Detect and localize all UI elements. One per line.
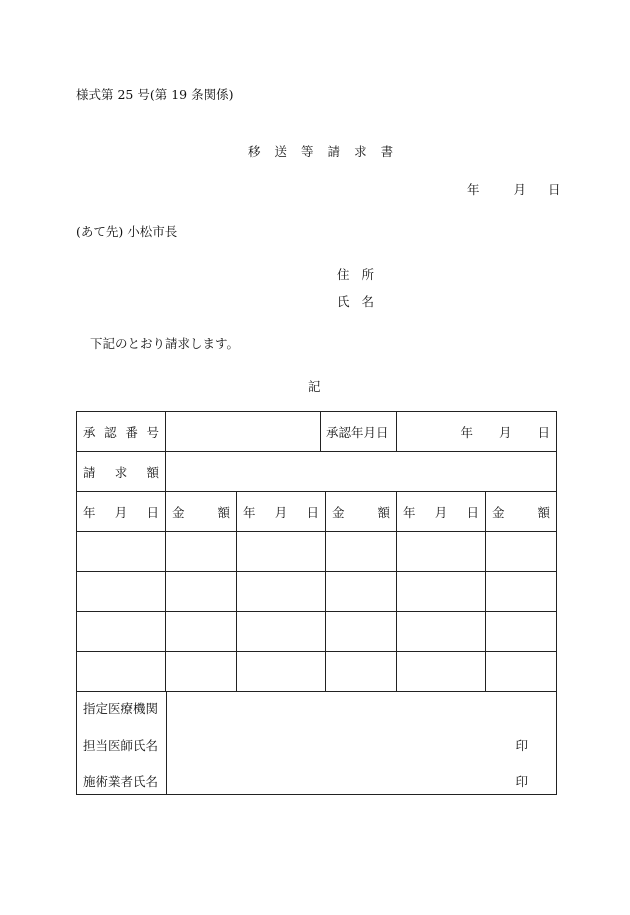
col-amount-header: 金 額	[326, 492, 397, 532]
provider-fields[interactable]	[167, 692, 556, 794]
entry-row	[77, 572, 557, 612]
column-header-row	[77, 492, 557, 532]
statement: 下記のとおり請求します。	[90, 336, 240, 351]
approval-number-field[interactable]	[166, 412, 397, 452]
entry-date-cell[interactable]	[77, 652, 166, 692]
entry-date-cell[interactable]	[77, 572, 166, 612]
col-date-header: 年 月 日	[77, 492, 166, 532]
entry-date-cell[interactable]	[77, 532, 166, 572]
entry-date-cell[interactable]	[397, 572, 486, 612]
claim-table	[76, 411, 557, 795]
entry-date-cell[interactable]	[237, 532, 326, 572]
entry-amount-cell[interactable]	[166, 612, 237, 652]
doctor-seal: 印	[515, 738, 529, 753]
addressee: (あて先) 小松市長	[76, 224, 178, 239]
col-amount-header: 金 額	[166, 492, 237, 532]
applicant-address-label: 住 所	[337, 267, 375, 282]
entry-amount-cell[interactable]	[326, 532, 397, 572]
document-title: 移 送 等 請 求 書	[248, 144, 394, 159]
col-amount-header: 金 額	[486, 492, 557, 532]
applicant-name-label: 氏 名	[337, 294, 375, 309]
entry-row	[77, 652, 557, 692]
entry-amount-cell[interactable]	[326, 652, 397, 692]
provider-block	[77, 692, 557, 795]
entry-amount-cell[interactable]	[166, 572, 237, 612]
ki-heading: 記	[308, 379, 321, 394]
form-number: 様式第 25 号(第 19 条関係)	[76, 87, 234, 102]
col-date-header: 年 月 日	[397, 492, 486, 532]
request-date: 年 月 日	[467, 182, 561, 197]
entry-date-cell[interactable]	[77, 612, 166, 652]
doctor-name-label: 担当医師氏名	[83, 738, 159, 753]
entry-date-cell[interactable]	[237, 572, 326, 612]
claim-amount-label: 請 求 額	[77, 452, 166, 492]
entry-date-cell[interactable]	[237, 652, 326, 692]
approval-date-field[interactable]: 年 月 日	[397, 412, 557, 452]
entry-amount-cell[interactable]	[326, 572, 397, 612]
entry-amount-cell[interactable]	[486, 612, 557, 652]
entry-date-cell[interactable]	[397, 612, 486, 652]
medical-institution-label: 指定医療機関	[83, 701, 159, 716]
entry-date-cell[interactable]	[397, 532, 486, 572]
col-date-header: 年 月 日	[237, 492, 326, 532]
claim-amount-field[interactable]	[166, 452, 557, 492]
entry-row	[77, 532, 557, 572]
entry-amount-cell[interactable]	[166, 532, 237, 572]
entry-amount-cell[interactable]	[486, 532, 557, 572]
entry-amount-cell[interactable]	[486, 652, 557, 692]
entry-amount-cell[interactable]	[486, 572, 557, 612]
entry-row	[77, 612, 557, 652]
claim-amount-row	[77, 452, 557, 492]
entry-date-cell[interactable]	[237, 612, 326, 652]
entry-date-cell[interactable]	[397, 652, 486, 692]
entry-amount-cell[interactable]	[326, 612, 397, 652]
approval-row	[77, 412, 557, 452]
entry-amount-cell[interactable]	[166, 652, 237, 692]
practitioner-seal: 印	[515, 774, 529, 789]
provider-cell	[77, 692, 557, 795]
practitioner-name-label: 施術業者氏名	[83, 774, 159, 789]
approval-date-label: 承認年月日	[320, 412, 396, 451]
approval-number-label: 承 認 番 号	[77, 412, 166, 452]
